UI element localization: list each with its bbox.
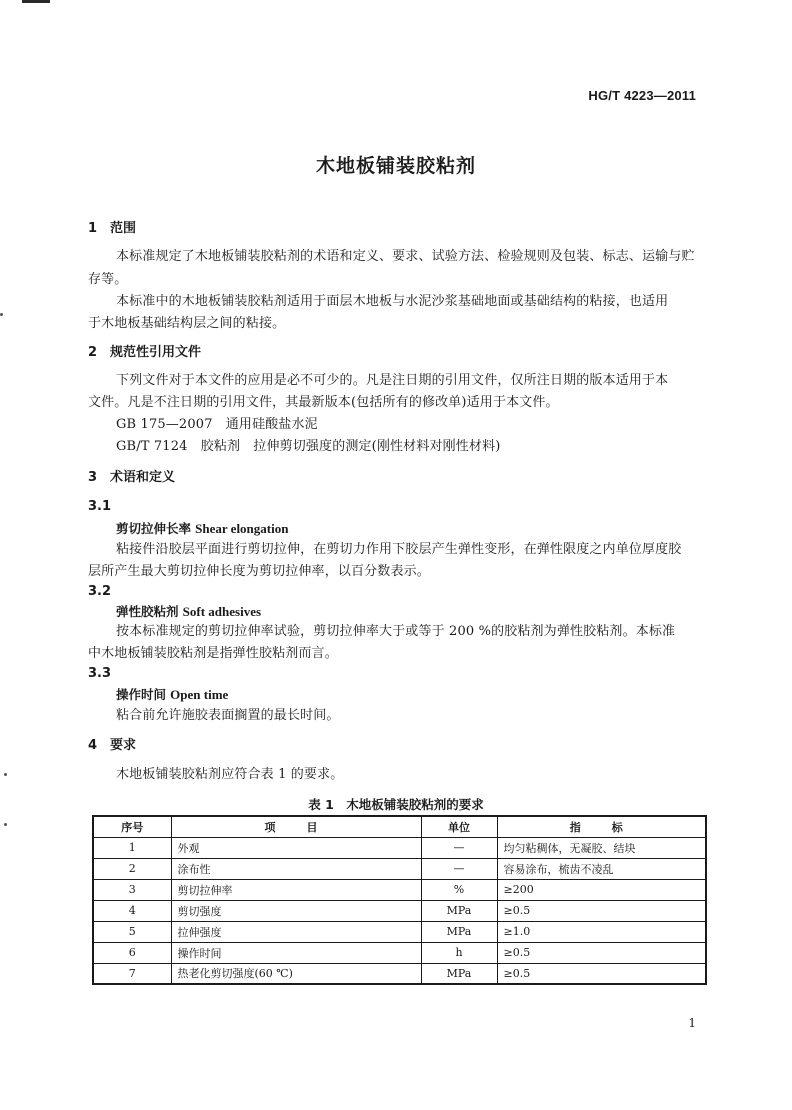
cell-no: 2 [93,858,171,879]
term-number: 3.1 [88,499,112,514]
header-item: 项 目 [171,816,421,837]
term-heading [116,686,228,705]
section-number: 4 [88,738,98,753]
cell-unit: MPa [421,921,497,942]
paragraph-line: 木地板铺装胶粘剂应符合表 1 的要求。 [116,767,344,782]
cell-item: 热老化剪切强度(60 ℃) [171,963,421,984]
definition-line: 粘接件沿胶层平面进行剪切拉伸，在剪切力作用下胶层产生弹性变形，在弹性限度之内单位厚度胶 [116,542,682,557]
cell-index: ≥0.5 [497,900,706,921]
paragraph-line: 本标准规定了木地板铺装胶粘剂的术语和定义、要求、试验方法、检验规则及包装、标志、运输与贮 [116,249,695,264]
header-index: 指 标 [497,816,706,837]
header-unit: 单位 [421,816,497,837]
table-row [93,921,706,942]
cell-no: 3 [93,879,171,900]
term-number: 3.3 [88,666,112,681]
paragraph-line: 存等。 [88,272,128,287]
header-no: 序号 [93,816,171,837]
cell-unit: — [421,858,497,879]
cell-unit: h [421,942,497,963]
term-cn: 操作时间 [116,687,167,702]
cell-no: 5 [93,921,171,942]
cell-index: 容易涂布，梳齿不凌乱 [497,858,706,879]
cell-index: 均匀粘稠体，无凝胶、结块 [497,837,706,858]
cell-unit: MPa [421,963,497,984]
definition-line: 中木地板铺装胶粘剂是指弹性胶粘剂而言。 [88,646,338,661]
term-heading [116,603,261,622]
section-title: 术语和定义 [110,470,176,485]
table-row [93,963,706,984]
table-row [93,837,706,858]
standard-code: HG/T 4223—2011 [588,88,696,103]
table-row [93,858,706,879]
cell-index: ≥0.5 [497,942,706,963]
margin-scan-mark [4,823,7,826]
term-heading [116,520,288,539]
definition-line: 层所产生最大剪切拉伸长度为剪切拉伸率，以百分数表示。 [88,564,430,579]
term-cn: 剪切拉伸长率 [116,521,192,536]
section-title: 要求 [110,738,137,753]
normative-reference: GB/T 7124 胶粘剂 拉伸剪切强度的测定(刚性材料对刚性材料) [116,439,501,454]
section-1-heading [88,220,136,238]
cell-item: 剪切强度 [171,900,421,921]
term-cn: 弹性胶粘剂 [116,604,179,619]
section-number: 1 [88,221,98,236]
requirements-table [92,815,707,985]
normative-reference: GB 175—2007 通用硅酸盐水泥 [116,417,318,432]
term-en: Shear elongation [195,521,289,536]
cell-item: 涂布性 [171,858,421,879]
cell-no: 7 [93,963,171,984]
paragraph-line: 下列文件对于本文件的应用是必不可少的。凡是注日期的引用文件，仅所注日期的版本适用于本 [116,373,669,388]
section-number: 2 [88,345,98,360]
cell-item: 外观 [171,837,421,858]
term-number: 3.2 [88,584,112,599]
cell-unit: — [421,837,497,858]
table-row [93,942,706,963]
cell-index: ≥200 [497,879,706,900]
table-row [93,879,706,900]
cell-index: ≥1.0 [497,921,706,942]
cell-item: 操作时间 [171,942,421,963]
section-4-heading [88,737,136,755]
page-number: 1 [688,1016,696,1030]
paragraph-line: 文件。凡是不注日期的引用文件，其最新版本(包括所有的修改单)适用于本文件。 [88,395,559,410]
cell-item: 剪切拉伸率 [171,879,421,900]
term-en: Open time [170,687,229,702]
section-title: 范围 [110,221,137,236]
cell-no: 1 [93,837,171,858]
cell-index: ≥0.5 [497,963,706,984]
paragraph-line: 于木地板基础结构层之间的粘接。 [88,316,286,331]
cell-item: 拉伸强度 [171,921,421,942]
table-row [93,900,706,921]
paragraph-line: 本标准中的木地板铺装胶粘剂适用于面层木地板与水泥沙浆基础地面或基础结构的粘接，也适用 [116,294,669,309]
top-rule [22,0,50,3]
definition-line: 粘合前允许施胶表面搁置的最长时间。 [116,708,340,723]
section-2-heading [88,344,201,362]
cell-unit: MPa [421,900,497,921]
table-header-row [93,816,706,837]
cell-no: 4 [93,900,171,921]
document-title: 木地板铺装胶粘剂 [315,155,476,177]
margin-scan-mark [4,773,7,776]
section-title: 规范性引用文件 [110,345,202,360]
margin-scan-mark [0,313,3,316]
definition-line: 按本标准规定的剪切拉伸率试验，剪切拉伸率大于或等于 200 %的胶粘剂为弹性胶粘剂。本标准 [116,624,676,639]
section-number: 3 [88,470,98,485]
cell-unit: % [421,879,497,900]
term-en: Soft adhesives [182,604,262,619]
cell-no: 6 [93,942,171,963]
section-3-heading [88,469,175,487]
table-caption: 表 1 木地板铺装胶粘剂的要求 [308,797,484,812]
